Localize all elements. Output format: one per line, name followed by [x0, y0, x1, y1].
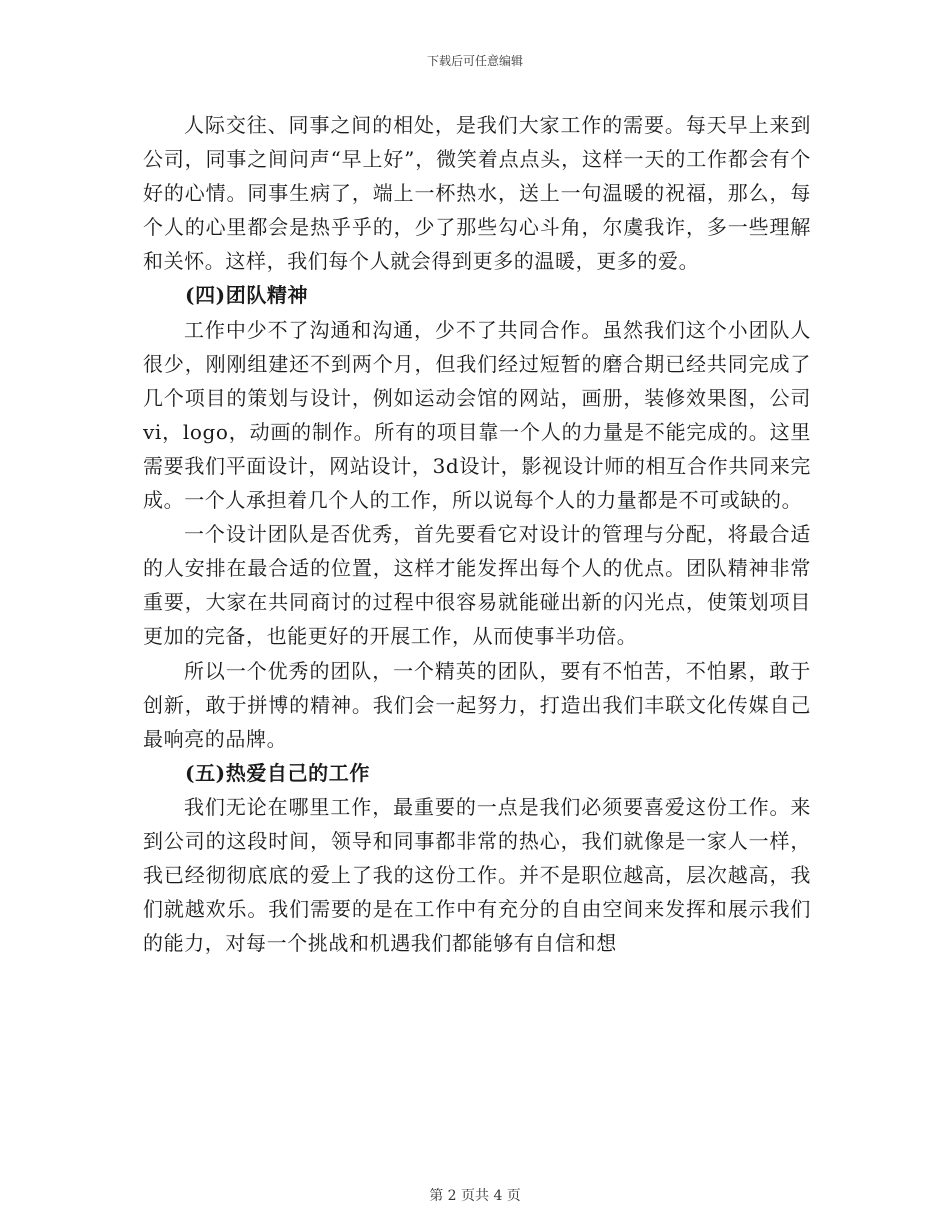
paragraph-teamwork-1: 工作中少不了沟通和沟通，少不了共同合作。虽然我们这个小团队人很少，刚刚组建还不到两个月，但我们经过短暂的磨合期已经共同完成了几个项目的策划与设计，例如运动会馆的网站，画册，装修效果图，公司vi，logo，动画的制作。所有的项目靠一个人的力量是不能完成的。这里需要我们平面设计，网站设计，3d设计，影视设计师的相互合作共同来完成。一个人承担着几个人的工作，所以说每个人的力量都是不可或缺的。 — [143, 317, 811, 513]
page-header: 下载后可任意编辑 — [426, 54, 523, 68]
page-footer: 第 2 页共 4 页 — [429, 1188, 521, 1204]
paragraph-teamwork-2: 一个设计团队是否优秀，首先要看它对设计的管理与分配，将最合适的人安排在最合适的位置，这样才能发挥出每个人的优点。团队精神非常重要，大家在共同商讨的过程中很容易就能碰出新的闪光点，使策划项目更加的完备，也能更好的开展工作，从而使事半功倍。 — [143, 522, 811, 649]
paragraph-interpersonal: 人际交往、同事之间的相处，是我们大家工作的需要。每天早上来到公司，同事之间问声“早上好”，微笑着点点头，这样一天的工作都会有个好的心情。同事生病了，端上一杯热水，送上一句温暖的祝福，那么，每个人的心里都会是热乎乎的，少了那些勾心斗角，尔虞我诈，多一些理解和关怀。这样，我们每个人就会得到更多的温暖，更多的爱。 — [143, 113, 811, 274]
document-body — [143, 108, 811, 960]
section-heading-love-work: (五)热爱自己的工作 — [185, 760, 370, 785]
paragraph-love-work: 我们无论在哪里工作，最重要的一点是我们必须要喜爱这份工作。来到公司的这段时间，领导和同事都非常的热心，我们就像是一家人一样，我已经彻彻底底的爱上了我的这份工作。并不是职位越高，层次越高，我们就越欢乐。我们需要的是在工作中有充分的自由空间来发挥和展示我们的能力，对每一个挑战和机遇我们都能够有自信和想 — [143, 794, 811, 956]
paragraph-teamwork-3: 所以一个优秀的团队，一个精英的团队，要有不怕苦，不怕累，敢于创新，敢于拼博的精神。我们会一起努力，打造出我们丰联文化传媒自己最响亮的品牌。 — [143, 658, 811, 751]
section-heading-teamwork: (四)团队精神 — [185, 283, 309, 308]
